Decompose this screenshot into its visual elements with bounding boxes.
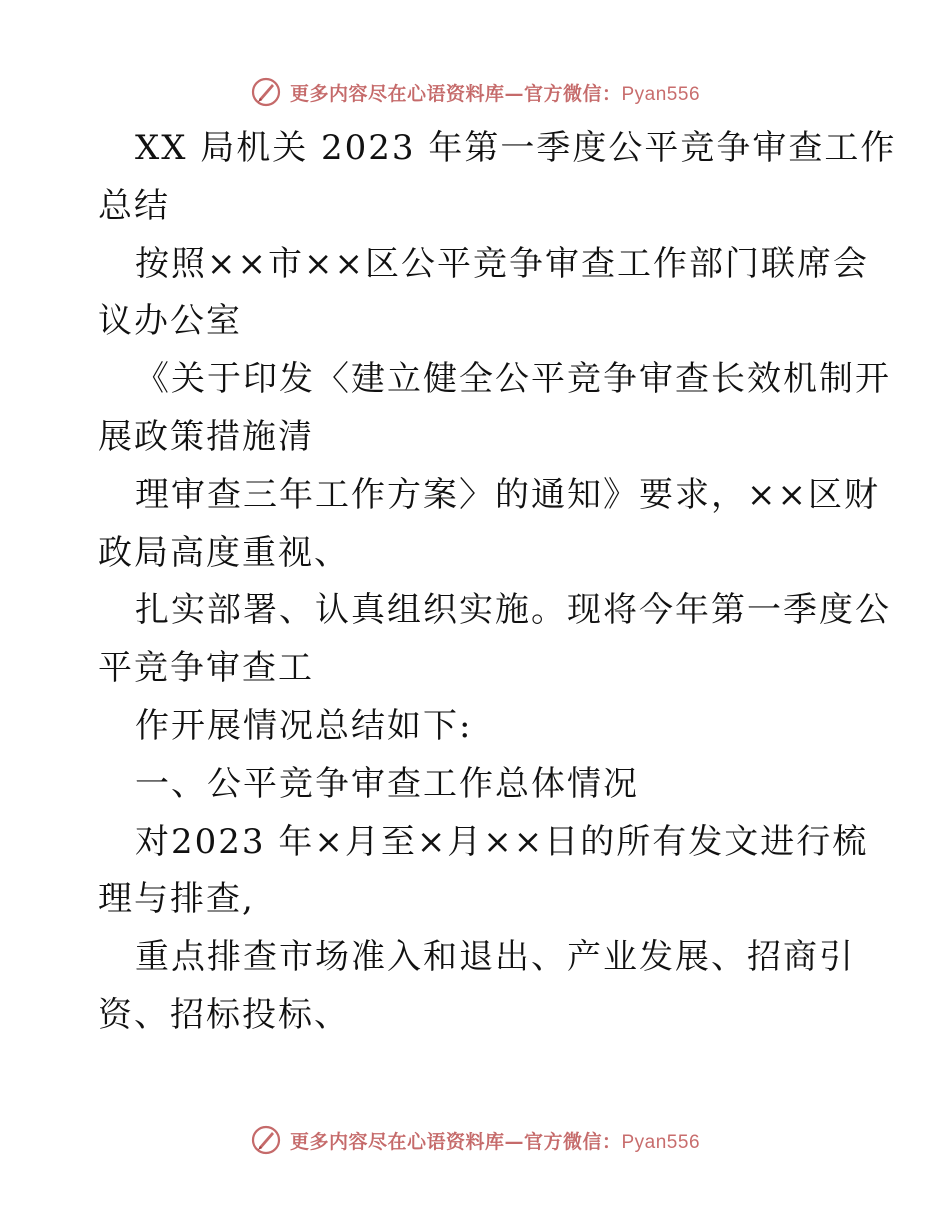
- footer-watermark: [0, 1120, 950, 1160]
- watermark-wechat-id: Pyan556: [621, 83, 701, 105]
- paragraph-line: 按照××市××区公平竞争审查工作部门联席会: [135, 243, 869, 284]
- paragraph-line: 对2023 年×月至×月××日的所有发文进行梳: [135, 821, 869, 862]
- watermark-text: [290, 79, 700, 106]
- paragraph-line: 理审查三年工作方案〉的通知》要求，××区财: [135, 474, 880, 515]
- paragraph-line: 资、招标投标、: [98, 994, 350, 1035]
- watermark-separator: —: [504, 82, 524, 105]
- paragraph-line: 扎实部署、认真组织实施。现将今年第一季度公: [135, 590, 891, 631]
- watermark-brand: 更多内容尽在心语资料库: [289, 82, 505, 105]
- watermark-brand: 更多内容尽在心语资料库: [289, 1130, 505, 1153]
- paragraph-line: 重点排查市场准入和退出、产业发展、招商引: [135, 937, 855, 978]
- watermark-wechat-id: Pyan556: [621, 1131, 701, 1153]
- paragraph-line: 理与排查,: [98, 879, 255, 920]
- document-title-line-2: 总结: [98, 185, 170, 226]
- watermark-separator: —: [504, 1130, 524, 1153]
- document-title-line-1: XX 局机关 2023 年第一季度公平竞争审查工作: [135, 128, 897, 168]
- paragraph-line: 政局高度重视、: [98, 532, 350, 573]
- paragraph-line: 议办公室: [98, 301, 242, 342]
- header-watermark: [0, 72, 950, 112]
- paragraph-line: 《关于印发〈建立健全公平竞争审查长效机制开: [135, 359, 891, 400]
- watermark-wechat-label: 官方微信：: [523, 82, 622, 105]
- paragraph-line: 作开展情况总结如下:: [135, 705, 473, 746]
- document-body: [98, 120, 897, 1045]
- section-heading: 一、公平竞争审查工作总体情况: [135, 763, 639, 804]
- paragraph-line: 平竞争审查工: [98, 648, 314, 689]
- watermark-text: [290, 1127, 700, 1154]
- watermark-wechat-label: 官方微信：: [523, 1130, 622, 1153]
- paragraph-line: 展政策措施清: [98, 416, 314, 457]
- quill-seal-logo-icon: [250, 1124, 282, 1156]
- quill-seal-logo-icon: [250, 76, 282, 108]
